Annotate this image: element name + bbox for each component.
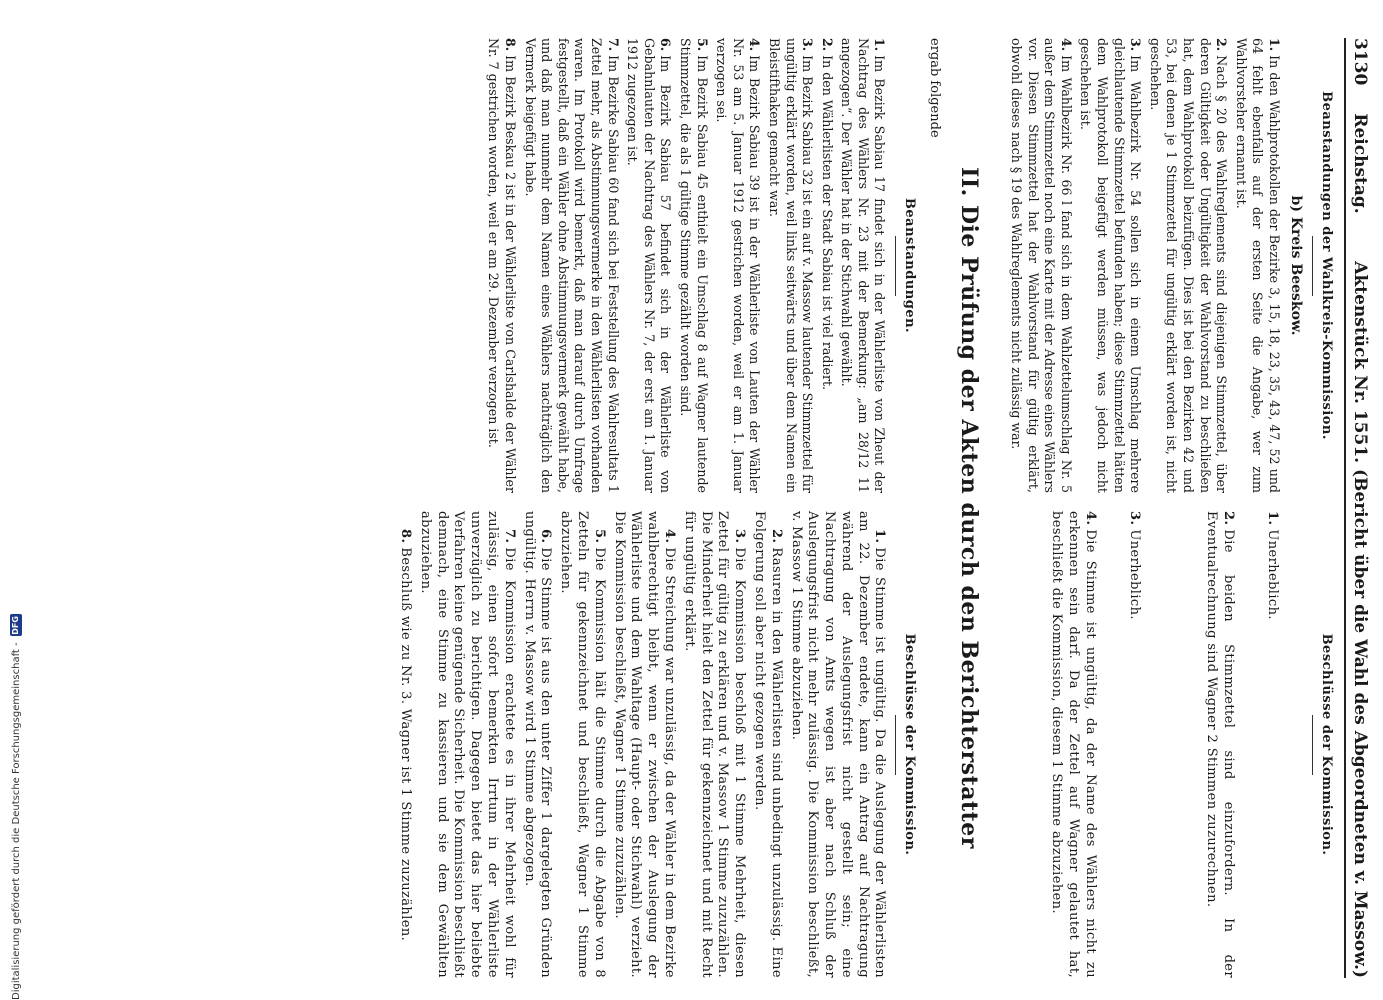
item-number: 1. (872, 38, 888, 52)
section-title: II. Die Prüfung der Akten durch den Berichterstatter (956, 167, 983, 849)
paragraph (1232, 38, 1282, 493)
paragraph (838, 38, 888, 493)
section-2 (393, 38, 917, 978)
item-number: 7. (501, 529, 517, 544)
heading-rule (1312, 715, 1313, 775)
item-number: 8. (397, 529, 413, 544)
right-column (393, 511, 917, 978)
paragraph (713, 38, 763, 493)
paragraph (765, 38, 815, 493)
paragraph (485, 38, 518, 493)
digitization-credit (6, 0, 26, 1000)
credit-text: Digitalisierung gefördert durch die Deutsche Forschungsgemeinschaft - (10, 642, 22, 1000)
dfg-logo: DFG (11, 616, 20, 635)
item-number: 6. (538, 529, 554, 544)
item-text: Nach § 20 des Wahlreglements sind diejenigen Stimmzettel, über deren Gültigkeit oder Ungültigkeit der Wahlvorstand zu beschließen hat, dem Wahlprotokoll beizufügen. Dies ist bei den Bezirken 42 und 53, bei denen je 1 Stimmzettel für ungültig erklärt worden ist, nicht geschehen. (1147, 38, 1230, 493)
item-text: Die Stimme ist ungültig. Da die Auslegung der Wählerlisten am 22. Dezember endete, kann ein Antrag auf Nachtragung während der Auslegungsfrist nicht gestellt sein; eine Nachtragung von Amts wegen ist aber nach Schluß der Auslegungsfrist nicht mehr zulässig. Die Kommission beschließt, v. Massow 1 Stimme abzuziehen. (788, 511, 888, 978)
left-column (393, 38, 917, 493)
paragraph (610, 511, 677, 978)
paragraph (1047, 511, 1097, 978)
item-number: 4. (1058, 38, 1074, 52)
item-text: Im Bezirk Sabiau 32 ist ein auf v. Massow lautender Stimmzettel für ungültig erklärt worden, weil links seitwärts und über dem Namen ein Bleistifthaken gemacht war. (766, 38, 816, 493)
item-text: In den Wahlprotokollen der Bezirke 3, 15, 18, 23, 35, 43, 47, 52 und 64 fehlt ebenfalls auf der ersten Seite die Angabe, wer zum Wahlvorsteher ernannt ist. (1233, 38, 1282, 493)
paragraph (1203, 511, 1237, 978)
item-number: 7. (605, 38, 621, 52)
item-number: 1. (872, 529, 888, 544)
heading-rule (896, 715, 897, 775)
right-heading: Beschlüsse der Kommission. (902, 633, 918, 856)
item-text: Im Bezirk Sabiau 57 befindet sich in der Wählerliste von Gebahnlauten der Nachtrag des Wählers Nr. 7, der erst am 1. Januar 1912 zugezogen ist. (625, 38, 674, 493)
item-text: Im Bezirk Sabiau 17 findet sich in der Wählerliste von Zheut der Nachtrag des Wählers Nr. 23 mit der Bemerkung: „am 28/12 11 angezogen“. Der Wähler hat in der Stichwahl gewählt. (839, 38, 888, 493)
left-column (1005, 38, 1335, 493)
paragraph (818, 38, 835, 493)
paragraph (1008, 38, 1074, 493)
item-number: 3. (1128, 38, 1144, 52)
item-number: 3. (732, 529, 748, 544)
item-text: Die Kommission hält die Stimme durch die Abgabe von 8 Zetteln für gekennzeichnet und beschließt, Wagner 1 Stimme abzuziehen. (558, 511, 607, 978)
paragraph (1263, 511, 1280, 978)
left-heading: Beanstandungen. (902, 197, 918, 334)
section-1 (1005, 38, 1335, 978)
district-heading: b) Kreis Beeskow. (1288, 195, 1304, 336)
item-number: 8. (503, 38, 519, 52)
item-number: 3. (800, 38, 816, 52)
paragraph (1077, 38, 1143, 493)
paragraph (624, 38, 674, 493)
paragraph (1146, 38, 1229, 493)
item-text: In den Wählerlisten der Stadt Sabiau ist viel radiert. (819, 55, 835, 391)
item-text: Unerheblich. (1265, 529, 1280, 620)
item-number: 2. (1214, 38, 1230, 52)
section-intro: ergab folgende (927, 38, 943, 138)
item-text: Die Streichung war unzulässig, da der Wähler in dem Bezirke wahlberechtigt bleibt, wenn er zwischen der Auslegung der Wählerliste und dem Wahltage (Haupt- oder Stichwahl) verzieht. Die Kommission beschließt, Wagner 1 Stimme zuzuzählen. (611, 511, 677, 978)
item-text: Unerheblich. (1126, 529, 1142, 620)
item-number: 5. (591, 529, 607, 544)
right-heading: Beschlüsse der Kommission. (1319, 633, 1334, 856)
paragraph (521, 38, 621, 493)
item-number: 2. (819, 38, 835, 52)
item-number: 2. (1221, 511, 1237, 526)
paragraph (1125, 511, 1142, 978)
paragraph (676, 38, 709, 493)
item-text: Im Wahlbezirk Nr. 66 l fand sich in dem Wahlzettelumschlag Nr. 5 außer dem Stimmzettel noch eine Karte mit der Adresse eines Wählers vor. Diesen Stimmzettel hat der Wahlvorstand für gültig erklärt, obwohl dieses nach § 19 des Wahlreglements nicht zulässig war. (1009, 38, 1074, 493)
item-text: Im Bezirke Sabiau 60 fand sich bei Feststellung des Wahlresultats 1 Zettel mehr, als Abstimmungsvermerke in den Wählerlisten vorhanden waren. Im Protokoll wird bemerkt, daß man darauf durch Umfrage festgestellt, daß ein Wähler ohne Abstimmungsvermerk gewählt habe, und daß man nunmehr dem Namen eines Wählers nachträglich den Vermerk beigefügt habe. (522, 38, 621, 493)
item-number: 4. (1082, 511, 1098, 526)
item-text: Die Kommission erachtete es in ihrer Mehrheit wohl für zulässig, einen sofort bemerkten Irrtum in der Wählerliste unverzüglich zu berichtigen. Dagegen bietet das hier beliebte Verfahren keine genügende Sicherheit. Die Kommission beschließt demnach, eine Stimme zu kassieren und sie dem Gewählten abzuziehen. (417, 511, 517, 978)
paragraph (680, 511, 747, 978)
item-text: Im Wahlbezirk Nr. 54 sollen sich in einem Umschlag mehrere gleichlautende Stimmzettel befunden haben; diese Stimmzettel hätten dem Wahlprotokoll beigefügt werden müssen, was jedoch nicht geschehen ist. (1078, 38, 1144, 493)
item-text: Die Kommission beschloß mit 1 Stimme Mehrheit, diesen Zettel für gültig zu erklären und v. Massow 1 Stimme zuzuzählen. Die Minderheit hielt den Zettel für gekennzeichnet und mit Recht für ungültig erklärt. (681, 511, 748, 978)
item-text: Die Stimme ist aus den unter Ziffer 1 dargelegten Gründen ungültig. Herrn v. Massow wird 1 Stimme abgezogen. (521, 511, 554, 978)
item-number: 4. (661, 529, 677, 544)
item-text: Im Bezirk Sabiau 45 enthielt ein Umschlag 8 auf Wagner lautende Stimmzettel, die als 1 gültige Stimme gezählt worden sind. (677, 38, 710, 493)
page-number: 3130 (1350, 38, 1370, 86)
item-number: 4. (747, 38, 763, 52)
paragraph (416, 511, 517, 978)
heading-rule (896, 236, 897, 296)
item-number: 6. (658, 38, 674, 52)
document-title: Aktenstück Nr. 1551. (Bericht über die Wahl des Abgeordneten v. Massow.) (1350, 261, 1370, 978)
right-column (1005, 511, 1335, 978)
item-text: Im Bezirk Sabiau 39 ist in der Wählerliste von Lauten der Wähler Nr. 53 am 5. Januar 1912 gestrichen worden, weil er am 1. Januar verzogen sei. (714, 38, 763, 493)
paragraph (787, 511, 888, 978)
paragraph (750, 511, 784, 978)
item-text: Rasuren in den Wählerlisten sind unbedingt unzulässig. Eine Folgerung soll aber nicht gezogen werden. (751, 511, 784, 978)
item-number: 5. (694, 38, 710, 52)
item-number: 1. (1265, 511, 1280, 526)
item-text: Die Stimme ist ungültig, da der Name des Wählers nicht zu erkennen sein darf. Da der Zettel auf Wagner gelautet hat, beschließt die Kommission, diesem 1 Stimme abzuziehen. (1049, 511, 1098, 978)
paragraph (396, 511, 413, 978)
paragraph (520, 511, 554, 978)
page-header (1344, 38, 1370, 978)
heading-rule (1312, 236, 1313, 296)
item-text: Beschluß wie zu Nr. 3. Wagner ist 1 Stimme zuzuzählen. (397, 547, 413, 942)
item-text: Im Bezirk Beskau 2 ist in der Wählerliste von Carlshalde der Wähler Nr. 7 gestrichen worden, weil er am 29. Dezember verzogen ist. (486, 38, 519, 493)
item-number: 3. (1126, 511, 1142, 526)
publication-name: Reichstag. (1350, 113, 1370, 214)
item-text: Die beiden Stimmzettel sind einzufordern. In der Eventualrechnung sind Wagner 2 Stimmen zuzurechnen. (1204, 511, 1237, 978)
rotated-document-page (90, 0, 1380, 1000)
item-number: 2. (768, 529, 784, 544)
item-number: 1. (1267, 38, 1282, 52)
paragraph (556, 511, 606, 978)
left-heading: Beanstandungen der Wahlkreis-Kommission. (1319, 91, 1334, 440)
